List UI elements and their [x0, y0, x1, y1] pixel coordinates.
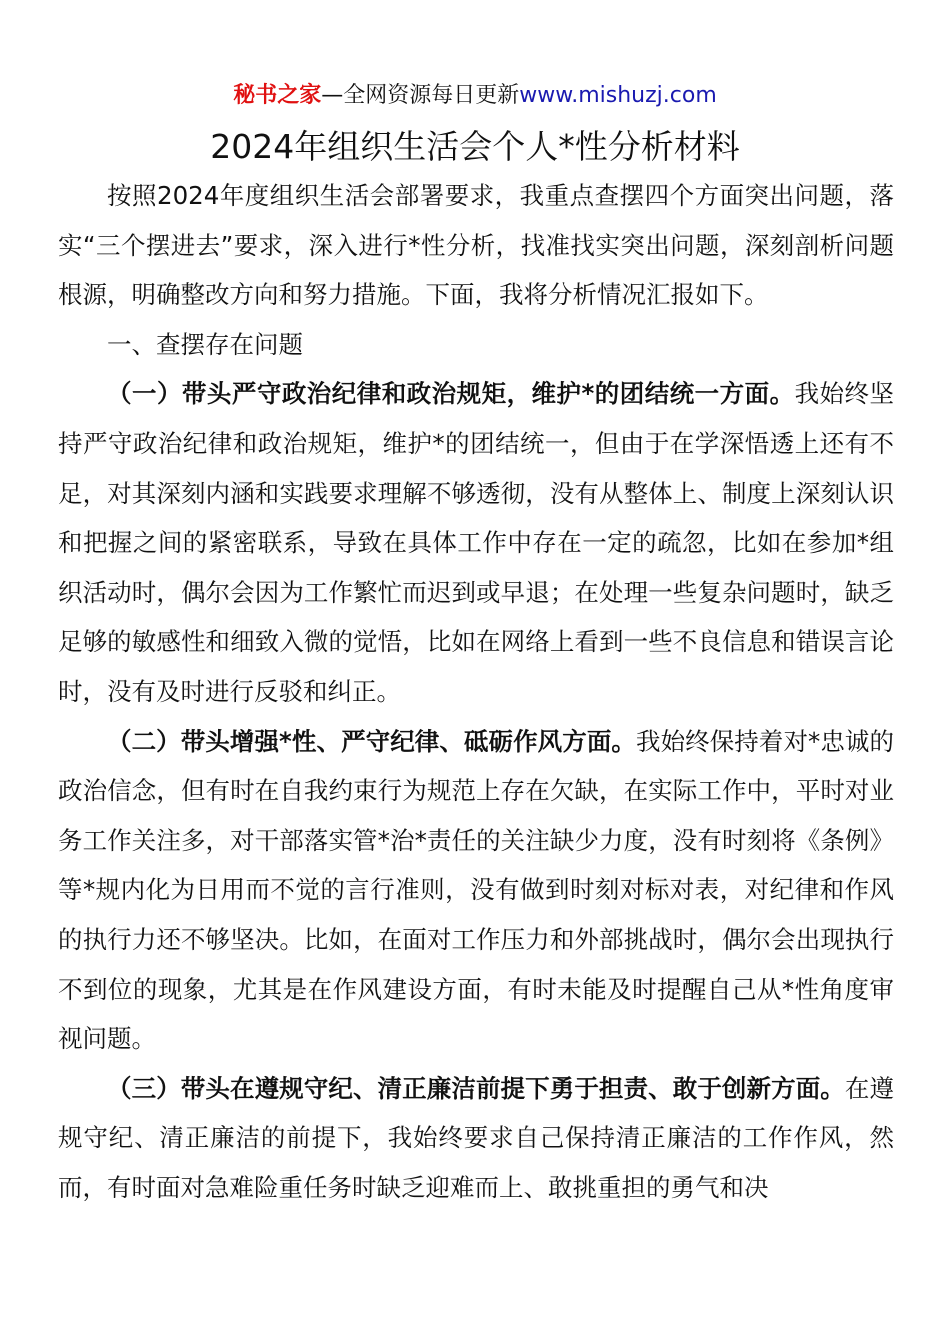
- banner-url-link[interactable]: www.mishuzj.com: [519, 83, 717, 108]
- document-body: [58, 171, 894, 1212]
- item-heading-3: （三）带头在遵规守纪、清正廉洁前提下勇于担责、敢于创新方面。: [107, 1073, 845, 1103]
- item-text-1: 我始终坚持严守政治纪律和政治规矩，维护*的团结统一，但由于在学深悟透上还有不足，对其深刻内涵和实践要求理解不够透彻，没有从整体上、制度上深刻认识和把握之间的紧密联系，导致在具体工作中存在一定的疏忽，比如在参加*组织活动时，偶尔会因为工作繁忙而迟到或早退；在处理一些复杂问题时，缺乏足够的敏感性和细致入微的觉悟，比如在网络上看到一些不良信息和错误言论时，没有及时进行反驳和纠正。: [58, 379, 894, 706]
- item-paragraph-2: [58, 717, 894, 1064]
- section-heading-1: 一、查摆存在问题: [107, 329, 303, 359]
- intro-paragraph: 按照2024年度组织生活会部署要求，我重点查摆四个方面突出问题，落实“三个摆进去”要求，深入进行*性分析，找准找实突出问题，深刻剖析问题根源，明确整改方向和努力措施。下面，我将分析情况汇报如下。: [58, 181, 894, 310]
- item-heading-2: （二）带头增强*性、严守纪律、砥砺作风方面。: [107, 726, 636, 756]
- item-text-3: 在遵规守纪、清正廉洁的前提下，我始终要求自己保持清正廉洁的工作作风，然而，有时面对急难险重任务时缺乏迎难而上、敢挑重担的勇气和决: [58, 1073, 895, 1202]
- banner-brand: 秘书之家: [233, 83, 322, 108]
- site-banner: [0, 80, 950, 112]
- banner-tagline: —全网资源每日更新: [321, 83, 520, 108]
- item-text-2: 我始终保持着对*忠诚的政治信念，但有时在自我约束行为规范上存在欠缺，在实际工作中，平时对业务工作关注多，对干部落实管*治*责任的关注缺少力度，没有时刻将《条例》等*规内化为日用而不觉的言行准则，没有做到时刻对标对表，对纪律和作风的执行力还不够坚决。比如，在面对工作压力和外部挑战时，偶尔会出现执行不到位的现象，尤其是在作风建设方面，有时未能及时提醒自己从*性角度审视问题。: [58, 726, 895, 1054]
- item-paragraph-1: [58, 369, 894, 716]
- item-paragraph-3: [58, 1064, 894, 1213]
- item-heading-1: （一）带头严守政治纪律和政治规矩，维护*的团结统一方面。: [107, 379, 795, 409]
- document-title: 2024年组织生活会个人*性分析材料: [210, 127, 740, 166]
